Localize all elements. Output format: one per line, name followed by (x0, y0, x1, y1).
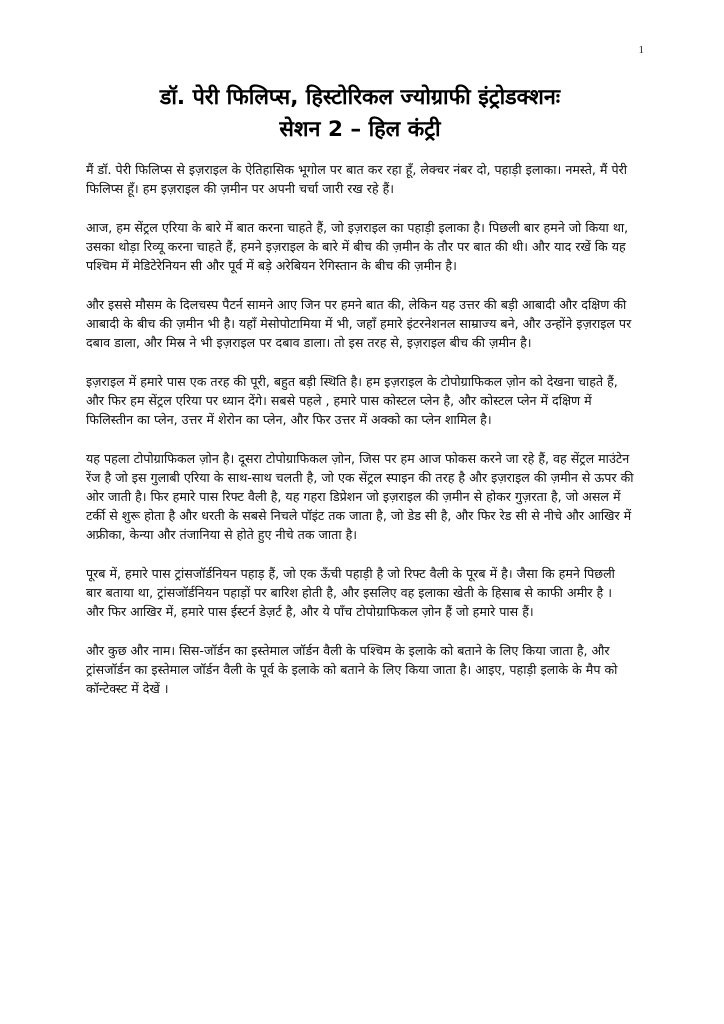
title-line-1: डॉ. पेरी फिलिप्स, हिस्टोरिकल ज्योग्राफी इंट्रोडक्शनः (159, 85, 561, 110)
paragraph: इज़राइल में हमारे पास एक तरह की पूरी, बहुत बड़ी स्थिति है। हम इज़राइल के टोपोग्राफिकल ज़ोन को देखना चाहते हैं, और फिर हम सेंट्रल एरिया पर ध्यान देंगे। सबसे पहले , हमारे पास कोस्टल प्लेन है, और कोस्टल प्लेन में दक्षिण में फिलिस्तीन का प्लेन, उत्तर में शेरोन का प्लेन, और फिर उत्तर में अक्को का प्लेन शामिल है। (86, 374, 618, 427)
paragraph: यह पहला टोपोग्राफिकल ज़ोन है। दूसरा टोपोग्राफिकल ज़ोन, जिस पर हम आज फोकस करने जा रहे हैं, वह सेंट्रल माउंटेन रेंज है जो इस गुलाबी एरिया के साथ-साथ चलती है, जो एक सेंट्रल स्पाइन की तरह है और इज़राइल की ज़मीन से ऊपर की ओर जाती है। फिर हमारे पास रिफ्ट वैली है, यह गहरा डिप्रेशन जो इज़राइल की ज़मीन से होकर गुज़रता है, जो असल में टर्की से शुरू होता है और धरती के सबसे निचले पॉइंट तक जाता है, जो डेड सी है, और फिर रेड सी से नीचे और आखिर में अफ्रीका, केन्या और तंजानिया से होते हुए नीचे तक जाता है। (86, 451, 634, 542)
page-number: 1 (638, 44, 644, 56)
paragraph: पूरब में, हमारे पास ट्रांसजॉर्डनियन पहाड़ हैं, जो एक ऊँची पहाड़ी है जो रिफ्ट वैली के पूरब में है। जैसा कि हमने पिछली बार बताया था, ट्रांसजॉर्डनियन पहाड़ों पर बारिश होती है, और इसलिए वह इलाका खेती के हिसाब से काफी अमीर है । और फिर आखिर में, हमारे पास ईस्टर्न डेज़र्ट है, और ये पाँच टोपोग्राफिकल ज़ोन हैं जो हमारे पास हैं। (86, 566, 615, 619)
paragraph: और कुछ और नाम। सिस-जॉर्डन का इस्तेमाल जॉर्डन वैली के पश्चिम के इलाके को बताने के लिए किया जाता है, और ट्रांसजॉर्डन का इस्तेमाल जॉर्डन वैली के पूर्व के इलाके को बताने के लिए किया जाता है। आइए, पहाड़ी इलाके के मैप को कॉन्टेक्स्ट में देखें । (86, 643, 618, 696)
paragraph: और इससे मौसम के दिलचस्प पैटर्न सामने आए जिन पर हमने बात की, लेकिन यह उत्तर की बड़ी आबादी और दक्षिण की आबादी के बीच की ज़मीन भी है। यहाँ मेसोपोटामिया में भी, जहाँ हमारे इंटरनेशनल साम्राज्य बने, और उन्होंने इज़राइल पर दबाव डाला, और मिस्र ने भी इज़राइल पर दबाव डाला। तो इस तरह से, इज़राइल बीच की ज़मीन है। (86, 297, 632, 350)
document-body (86, 160, 634, 698)
paragraph: आज, हम सेंट्रल एरिया के बारे में बात करना चाहते हैं, जो इज़राइल का पहाड़ी इलाका है। पिछली बार हमने जो किया था, उसका थोड़ा रिव्यू करना चाहते हैं, हमने इज़राइल के बारे में बीच की ज़मीन के तौर पर बात की थी। और याद रखें कि यह पश्चिम में मेडिटेरेनियन सी और पूर्व में बड़े अरेबियन रेगिस्तान के बीच की ज़मीन है। (86, 220, 629, 273)
paragraph: मैं डॉ. पेरी फिलिप्स से इज़राइल के ऐतिहासिक भूगोल पर बात कर रहा हूँ, लेक्चर नंबर दो, पहाड़ी इलाका। नमस्ते, मैं पेरी फिलिप्स हूँ। हम इज़राइल की ज़मीन पर अपनी चर्चा जारी रख रहे हैं। (86, 162, 628, 196)
page-title (86, 0, 634, 146)
title-line-2: सेशन 2 – हिल कंट्री (279, 117, 441, 142)
